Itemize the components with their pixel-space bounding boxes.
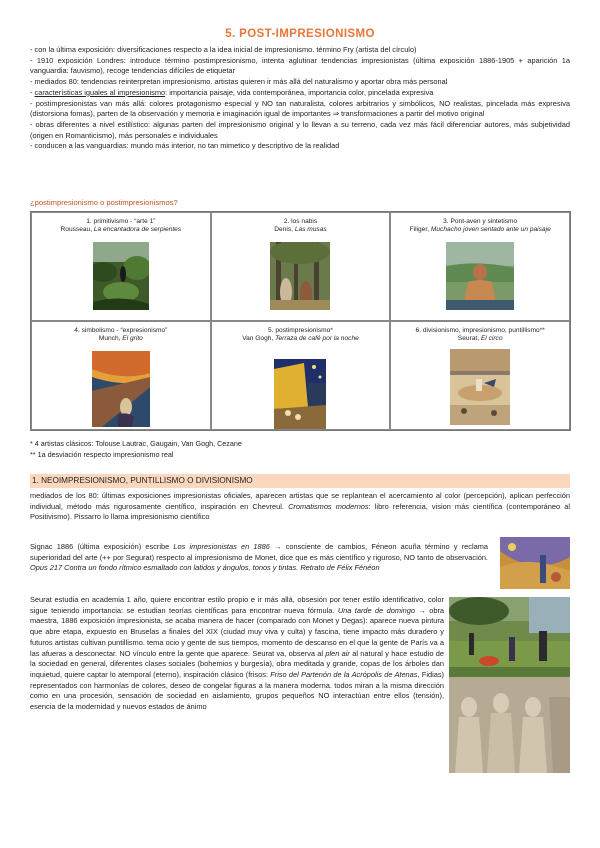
intro-rest: : importancia paisaje, vida contemporánea, importancia color, pincelada expresiva bbox=[165, 87, 434, 97]
intro-item: - postimpresionistas van más allá: colores protagonismo especial y NO tan naturalista, colores arbitrarios y simbólicos, NO realistas, pincelada más expresiva (distorsiona fomas), parten de la observación y memoria e imaginación igual de importantes ⇒ transformaciones a partir del motivo original bbox=[30, 98, 570, 119]
cell-caption: Seurat, El circo bbox=[457, 335, 503, 342]
paragraph-signac: Signac 1886 (última exposición) escribe Los impresionistas en 1886 → consciente de cambios, Féneon acuña término y reclama superioridad del arte (++ por Segurat) respecto al impresionismo de Monet, dice que es más científico y riguroso, NO tanto de observación. Opus 217 Contra un fondo rítmico esmaltado con latidos y ángulos, tonos y tintas. Retrato de Félix Fénéon bbox=[30, 542, 488, 573]
table-cell bbox=[211, 321, 391, 430]
cell-heading: 4. simbolismo - “expresionismo” bbox=[74, 327, 168, 334]
note: * 4 artistas clásicos: Tolouse Lautrac, Gaugain, Van Gogh, Cezane bbox=[30, 439, 242, 448]
cell-caption: Munch, El grito bbox=[98, 335, 143, 342]
intro-item: - obras diferentes a nivel estilístico: algunas parten del impresionismo original y lo llevan a su terreno, cada vez más fácil diferenciar autores, más subjetividad (origen en Romanticismo), más personales e individuales bbox=[30, 119, 570, 140]
cell-heading: 3. Pont-aven y sintetismo bbox=[443, 218, 518, 225]
movements-table bbox=[30, 211, 571, 431]
intro-underlined: características iguales al impresionismo bbox=[34, 87, 166, 97]
cell-heading: 5. postimpresionismo* bbox=[268, 327, 333, 334]
intro-item bbox=[30, 88, 570, 99]
intro-item: - mediados 80: tendencias reinterpretan impresionismo. artistas quieren ir más allá del naturalismo y aportar obra más personal bbox=[30, 77, 448, 87]
sunday-afternoon-image bbox=[449, 597, 570, 677]
question-heading: ¿postimpresionismo o postimpresionismos? bbox=[30, 198, 178, 207]
cell-heading: 2. los nabis bbox=[283, 218, 318, 225]
circus-painting-image bbox=[450, 349, 510, 425]
intro-prefix: - bbox=[30, 87, 35, 97]
paragraph-seurat: Seurat estudia en academia 1 año, quiere encontrar estilo propio e ir más allá, obsesión por tener estilo identificativo, color sigue teniendo importancia: se estudian teorías científicas para encontrar nueva fórmula. Una tarde de domingo → obra maestra, 1886 exposición impresionista, se acaba manera de hacer (comparado con Monet y Degas): aparece nueva pintura que abre etapa, expuesto en Bruselas a finales del XIX (ciudad muy viva y culta) y fascina, tiene impacto más duradero y futuros artistas cultivan puntillismo. tema ocio y gente de sus tiempos, momento de descanso en el que la gente de París va a las afueras a desconectar. NO vínculo entre la gente que aparece. Seurat va, observa al plen air al natural y hace estudio de la sociedad en general, diferentes clases sociales (bohemios y burgesía), obra meditada y grande, copas de los árboles dan inquietud, quiere captar lo atemporal (eterno), inspiración clásico (frisos: Friso del Partenón de la Acrópolis de Atenas, Fidias) representados con harmonías de colores, deseo de congelar figuras a la manera moderna. todos miran a la misma dirección como en una procesión, sensación de sociedad en aislamiento, grupos pequeños NO interactúan entre ellos (tensión), esencia de la modernidad y nuevos estados de ánimo bbox=[30, 595, 445, 712]
table-cell bbox=[211, 212, 391, 321]
paragraph-neoimpresionismo: mediados de los 80: últimas exposiciones impresionistas oficiales, aparecen artistas que se replantean el acercamiento al color (percepción), aplican perfección individual, método más rigurosamente científico, inspiración en Chevreul. Cromatismos modernos: libro referencia, vision más científica (contemporáneo al Positivismo). Pissarro lo llama impresionismo científico bbox=[30, 491, 570, 522]
jungle-painting-image bbox=[93, 242, 149, 310]
intro-list bbox=[30, 45, 570, 152]
intro-item: - conducen a las vanguardias: mundo más interior, no tan mimetico y descriptivo de la realidad bbox=[30, 141, 340, 151]
intro-item: - con la última exposición: diversificaciones respecto a la idea inicial de impresionismo. término Fry (artista del círculo) bbox=[30, 45, 417, 54]
cell-caption: Rousseau, La encantadora de serpientes bbox=[60, 226, 182, 233]
table-notes bbox=[30, 439, 242, 460]
scream-painting-image bbox=[92, 351, 150, 427]
cell-heading: 6. divisionismo, impresionismo, puntillismo** bbox=[415, 327, 545, 334]
page-title: 5. POST-IMPRESIONISMO bbox=[225, 28, 375, 40]
boy-painting-image bbox=[446, 242, 514, 310]
cell-caption: Van Gogh, Terraza de café por la noche bbox=[242, 335, 359, 342]
table-cell bbox=[390, 321, 570, 430]
parthenon-frieze-image bbox=[449, 677, 570, 773]
cell-caption: Denis, Las musas bbox=[274, 226, 327, 233]
note: ** 1a desviación respecto impresionismo real bbox=[30, 449, 174, 459]
intro-item: - 1910 exposición Londres: introduce término postimpresionismo, intenta aglutinar tendencias impresionistas (última exposición 1886-1905 + aparición 1a vanguardia: fauvismo), recoge tendencias difíciles de etiquetar bbox=[30, 55, 570, 76]
signac-portrait-image bbox=[500, 537, 570, 589]
cell-caption: Filiger, Muchacho joven sentado ante un paisaje bbox=[409, 226, 551, 233]
table-cell bbox=[31, 212, 211, 321]
muses-painting-image bbox=[270, 242, 330, 310]
table-cell bbox=[390, 212, 570, 321]
cell-heading: 1. primitivismo - “arte 1” bbox=[86, 218, 156, 225]
cafe-painting-image bbox=[274, 359, 326, 429]
table-cell bbox=[31, 321, 211, 430]
section-heading: 1. NEOIMPRESIONISMO, PUNTILLISMO O DIVISIONISMO bbox=[30, 474, 570, 488]
